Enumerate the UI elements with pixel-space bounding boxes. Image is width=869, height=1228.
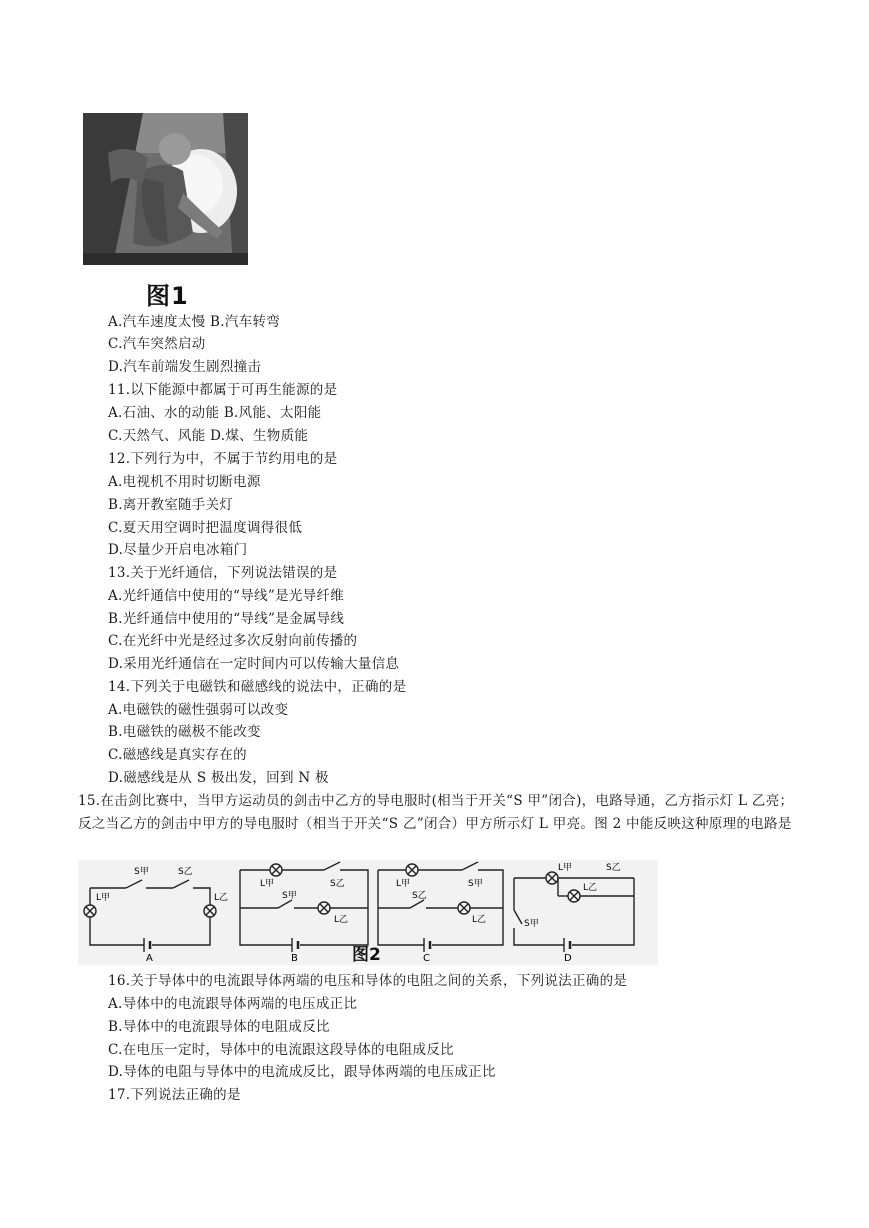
q16-option-d: D.导体的电阻与导体中的电流成反比，跟导体两端的电压成正比 (108, 1064, 496, 1080)
figure1-photo (83, 113, 248, 265)
q12-stem: 12.下列行为中，不属于节约用电的是 (108, 451, 338, 467)
circuit-a-label-l-jia: L甲 (96, 893, 111, 903)
circuit-a-label-s-yi: S乙 (178, 867, 193, 877)
q12-option-a: A.电视机不用时切断电源 (108, 474, 261, 490)
q13-stem: 13.关于光纤通信，下列说法错误的是 (108, 565, 338, 581)
q10-option-ab: A.汽车速度太慢 B.汽车转弯 (108, 314, 281, 330)
circuit-d-label-l-jia: L甲 (558, 863, 573, 873)
circuit-b-label-s-jia: S甲 (282, 891, 297, 901)
circuit-c-label-l-jia: L甲 (396, 879, 411, 889)
circuit-d-label-s-yi: S乙 (606, 863, 621, 873)
q12-option-c: C.夏天用空调时把温度调得很低 (108, 520, 303, 536)
q11-stem: 11.以下能源中都属于可再生能源的是 (108, 382, 338, 398)
q16-option-a: A.导体中的电流跟导体两端的电压成正比 (108, 996, 358, 1012)
circuit-panel-label-c: C (423, 953, 430, 964)
q10-option-c: C.汽车突然启动 (108, 336, 206, 352)
q12-option-d: D.尽量少开启电冰箱门 (108, 542, 248, 558)
q16-stem: 16.关于导体中的电流跟导体两端的电压和导体的电阻之间的关系，下列说法正确的是 (108, 973, 628, 989)
q11-option-ab: A.石油、水的动能 B.风能、太阳能 (108, 405, 322, 421)
q11-option-cd: C.天然气、风能 D.煤、生物质能 (108, 428, 309, 444)
circuit-a-label-l-yi: L乙 (214, 893, 229, 903)
circuit-c-label-l-yi: L乙 (472, 915, 487, 925)
q17-stem: 17.下列说法正确的是 (108, 1087, 241, 1103)
circuit-panel-label-a: A (146, 953, 153, 964)
circuit-b-label-l-jia: L甲 (260, 879, 275, 889)
q13-option-a: A.光纤通信中使用的“导线”是光导纤维 (108, 588, 345, 604)
q16-option-b: B.导体中的电流跟导体的电阻成反比 (108, 1019, 330, 1035)
circuit-d-label-s-jia: S甲 (524, 919, 539, 929)
circuit-c-label-s-yi: S乙 (412, 891, 427, 901)
figure1-caption: 图1 (146, 282, 189, 310)
circuit-panel-label-b: B (291, 953, 298, 964)
figure2-caption: 图2 (352, 945, 381, 965)
q13-option-d: D.采用光纤通信在一定时间内可以传输大量信息 (108, 656, 400, 672)
q16-option-c: C.在电压一定时，导体中的电流跟这段导体的电阻成反比 (108, 1042, 454, 1058)
q15-stem: 15.在击剑比赛中，当甲方运动员的剑击中乙方的导电服时(相当于开关“S 甲”闭合)，电路导通，乙方指示灯 L 乙亮；反之当乙方的剑击中甲方的导电服时（相当于开关“S 乙”闭合）甲方所示灯 L 甲亮。图 2 中能反映这种原理的电路是 (78, 793, 794, 832)
circuit-b-label-s-yi: S乙 (330, 879, 345, 889)
q14-option-d: D.磁感线是从 S 极出发，回到 N 极 (108, 770, 329, 786)
circuit-panel-label-d: D (564, 953, 572, 964)
circuit-c-label-s-jia: S甲 (468, 879, 483, 889)
q14-option-a: A.电磁铁的磁性强弱可以改变 (108, 702, 289, 718)
q14-option-b: B.电磁铁的磁极不能改变 (108, 724, 261, 740)
q13-option-c: C.在光纤中光是经过多次反射向前传播的 (108, 633, 358, 649)
circuit-b-label-l-yi: L乙 (334, 915, 349, 925)
q13-option-b: B.光纤通信中使用的“导线”是金属导线 (108, 611, 345, 627)
circuit-a-label-s-jia: S甲 (134, 867, 149, 877)
circuit-d-label-l-yi: L乙 (583, 883, 598, 893)
q12-option-b: B.离开教室随手关灯 (108, 497, 234, 513)
q14-option-c: C.磁感线是真实存在的 (108, 747, 247, 763)
q10-option-d: D.汽车前端发生剧烈撞击 (108, 359, 262, 375)
q14-stem: 14.下列关于电磁铁和磁感线的说法中，正确的是 (108, 679, 407, 695)
